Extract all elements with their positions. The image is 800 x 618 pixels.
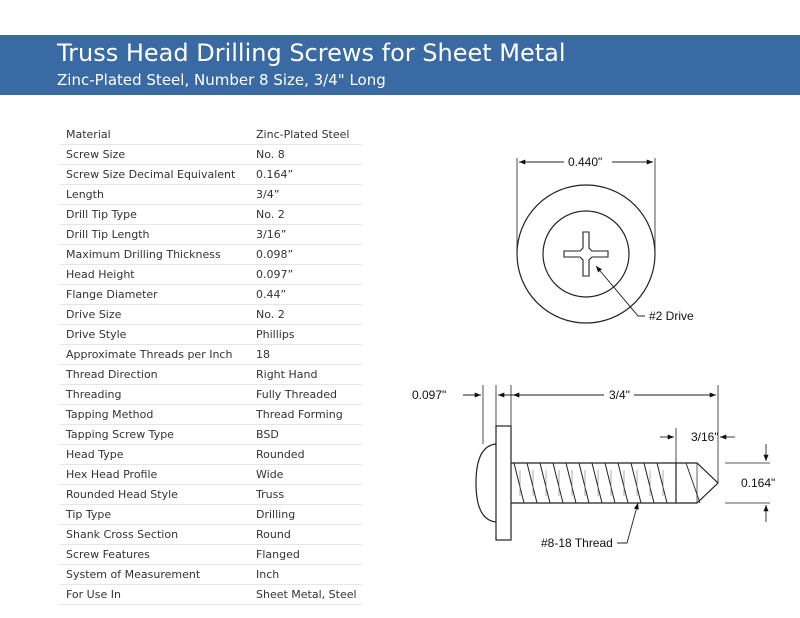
page-title: Truss Head Drilling Screws for Sheet Metal — [57, 39, 566, 67]
spec-value: Truss — [250, 485, 362, 505]
spec-value: Inch — [250, 565, 362, 585]
head-outline — [543, 211, 629, 297]
spec-label: System of Measurement — [60, 565, 250, 585]
thread-label: #8-18 Thread — [541, 536, 613, 550]
spec-label: Length — [60, 185, 250, 205]
spec-value: Round — [250, 525, 362, 545]
top-view — [517, 158, 655, 323]
drill-tip-length-label: 3/16" — [691, 430, 719, 444]
spec-value: Fully Threaded — [250, 385, 362, 405]
screw-diameter-label: 0.164" — [741, 476, 776, 490]
spec-value: Rounded — [250, 445, 362, 465]
spec-value: 0.164” — [250, 165, 362, 185]
spec-label: Threading — [60, 385, 250, 405]
screw-flange — [496, 426, 511, 540]
spec-label: Drill Tip Length — [60, 225, 250, 245]
spec-value: Wide — [250, 465, 362, 485]
spec-label: Tip Type — [60, 505, 250, 525]
thread-pattern — [514, 463, 667, 503]
spec-label: Shank Cross Section — [60, 525, 250, 545]
spec-value: No. 2 — [250, 205, 362, 225]
spec-value: 3/16” — [250, 225, 362, 245]
spec-label: Approximate Threads per Inch — [60, 345, 250, 365]
spec-label: Drive Style — [60, 325, 250, 345]
spec-value: 0.098” — [250, 245, 362, 265]
spec-label: Screw Size Decimal Equivalent — [60, 165, 250, 185]
spec-label: Head Height — [60, 265, 250, 285]
side-view — [463, 385, 770, 543]
spec-value: Flanged — [250, 545, 362, 565]
length-label: 3/4" — [609, 388, 630, 402]
drive-label: #2 Drive — [649, 309, 694, 323]
spec-value: Phillips — [250, 325, 362, 345]
spec-label: Tapping Screw Type — [60, 425, 250, 445]
spec-label: Hex Head Profile — [60, 465, 250, 485]
spec-label: Flange Diameter — [60, 285, 250, 305]
spec-label: Material — [60, 125, 250, 145]
screw-head-dome — [476, 444, 496, 522]
spec-label: Tapping Method — [60, 405, 250, 425]
thread-root-pattern — [520, 470, 663, 496]
thread-leader-line — [617, 503, 638, 543]
spec-value: 3/4” — [250, 185, 362, 205]
drill-flute — [686, 463, 700, 503]
spec-label: Rounded Head Style — [60, 485, 250, 505]
spec-value: BSD — [250, 425, 362, 445]
spec-label: Screw Size — [60, 145, 250, 165]
spec-value: Sheet Metal, Steel — [250, 585, 362, 605]
spec-value: No. 8 — [250, 145, 362, 165]
page-subtitle: Zinc-Plated Steel, Number 8 Size, 3/4" Long — [57, 71, 386, 89]
spec-label: Head Type — [60, 445, 250, 465]
phillips-drive-icon — [564, 232, 608, 276]
spec-value: Thread Forming — [250, 405, 362, 425]
spec-value: 18 — [250, 345, 362, 365]
flange-outline — [517, 185, 655, 323]
spec-value: Right Hand — [250, 365, 362, 385]
spec-label: For Use In — [60, 585, 250, 605]
spec-label: Thread Direction — [60, 365, 250, 385]
spec-value: 0.44” — [250, 285, 362, 305]
spec-label: Screw Features — [60, 545, 250, 565]
spec-label: Drill Tip Type — [60, 205, 250, 225]
drive-leader-line — [596, 266, 645, 316]
spec-value: Zinc-Plated Steel — [250, 125, 362, 145]
spec-label: Drive Size — [60, 305, 250, 325]
head-diameter-label: 0.440" — [568, 155, 603, 169]
spec-value: Drilling — [250, 505, 362, 525]
spec-value: 0.097” — [250, 265, 362, 285]
spec-value: No. 2 — [250, 305, 362, 325]
spec-label: Maximum Drilling Thickness — [60, 245, 250, 265]
head-height-label: 0.097" — [412, 388, 447, 402]
